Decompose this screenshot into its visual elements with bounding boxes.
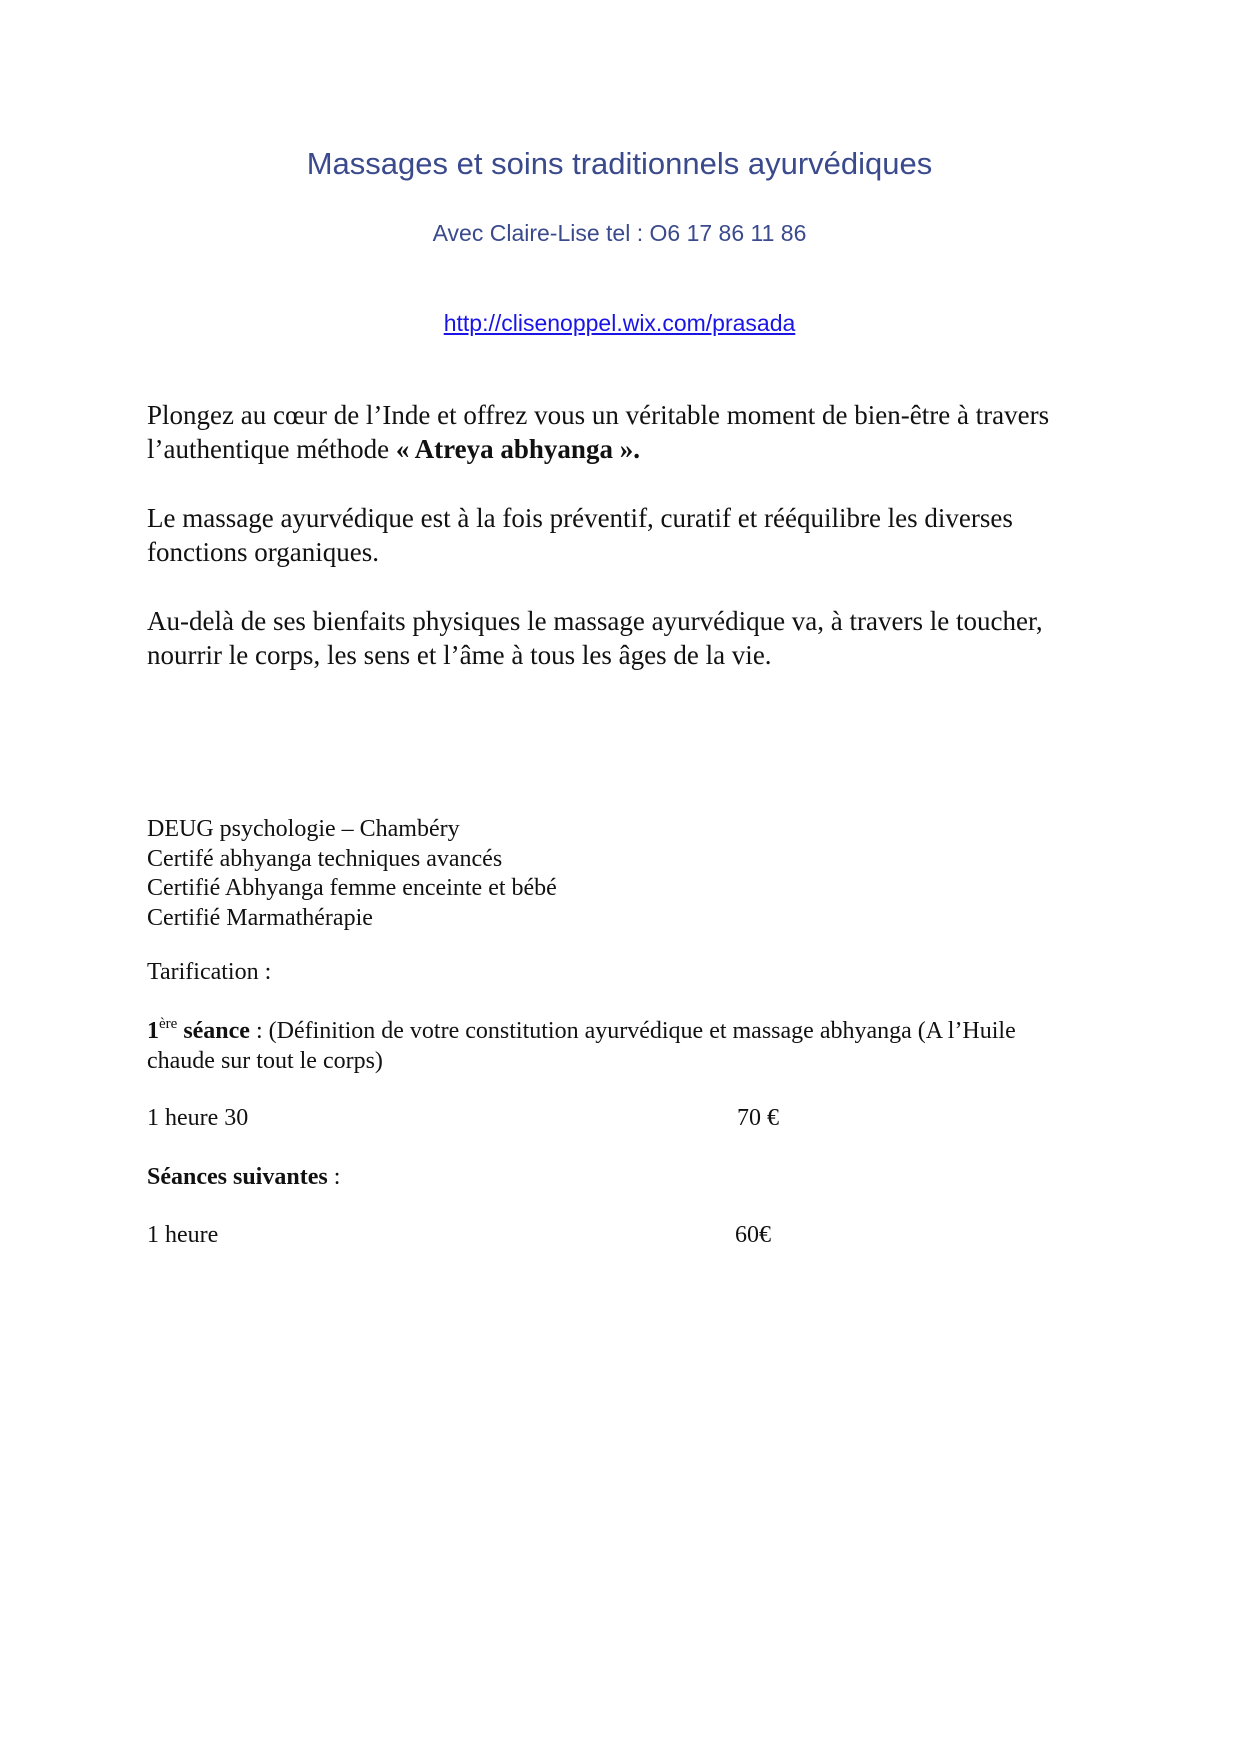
credential-item: Certifié Marmathérapie [147,904,373,931]
credentials-list [147,815,557,933]
credential-item: DEUG psychologie – Chambéry [147,816,460,842]
first-session-desc: : (Définition de votre constitution ayurvédique et massage abhyanga (A l’Huile chaude sur tout le corps) [147,1018,1016,1074]
credential-item: Certifé abhyanga techniques avancés [147,845,503,872]
intro-paragraph-1 [147,398,1107,466]
document-title: Massages et soins traditionnels ayurvédiques [306,146,933,181]
first-session-number: 1 [147,1018,159,1044]
credential-item: Certifié Abhyanga femme enceinte et bébé [147,875,557,901]
pricing-heading: Tarification : [147,959,272,985]
following-sessions-duration: 1 heure [147,1222,219,1248]
following-sessions-heading [147,1163,340,1193]
following-sessions-colon: : [327,1164,341,1190]
intro-paragraph-2: Le massage ayurvédique est à la fois préventif, curatif et rééquilibre les diverses fonctions organiques. [147,503,1013,567]
first-session-label: séance [177,1018,250,1044]
website-link[interactable]: http://clisenoppel.wix.com/prasada [443,310,796,336]
intro-paragraph-1-text: Plongez au cœur de l’Inde et offrez vous un véritable moment de bien-être à travers l’authentique méthode [147,400,1050,464]
contact-line: Avec Claire-Lise tel : O6 17 86 11 86 [432,220,807,246]
following-sessions-price-row [147,1221,847,1250]
intro-paragraph-3: Au-delà de ses bienfaits physiques le massage ayurvédique va, à travers le toucher, nourrir le corps, les sens et l’âme à tous les âges de la vie. [147,606,1043,670]
first-session-price: 70 € [737,1105,779,1131]
first-session-price-row [147,1104,847,1133]
following-sessions-price: 60€ [735,1222,771,1248]
first-session-sup: ère [159,1016,178,1032]
method-name: « Atreya abhyanga ». [395,434,640,464]
first-session-description [147,1017,1087,1076]
website-link-wrapper [0,310,1239,337]
following-sessions-label: Séances suivantes [147,1164,328,1190]
first-session-duration: 1 heure 30 [147,1105,249,1131]
